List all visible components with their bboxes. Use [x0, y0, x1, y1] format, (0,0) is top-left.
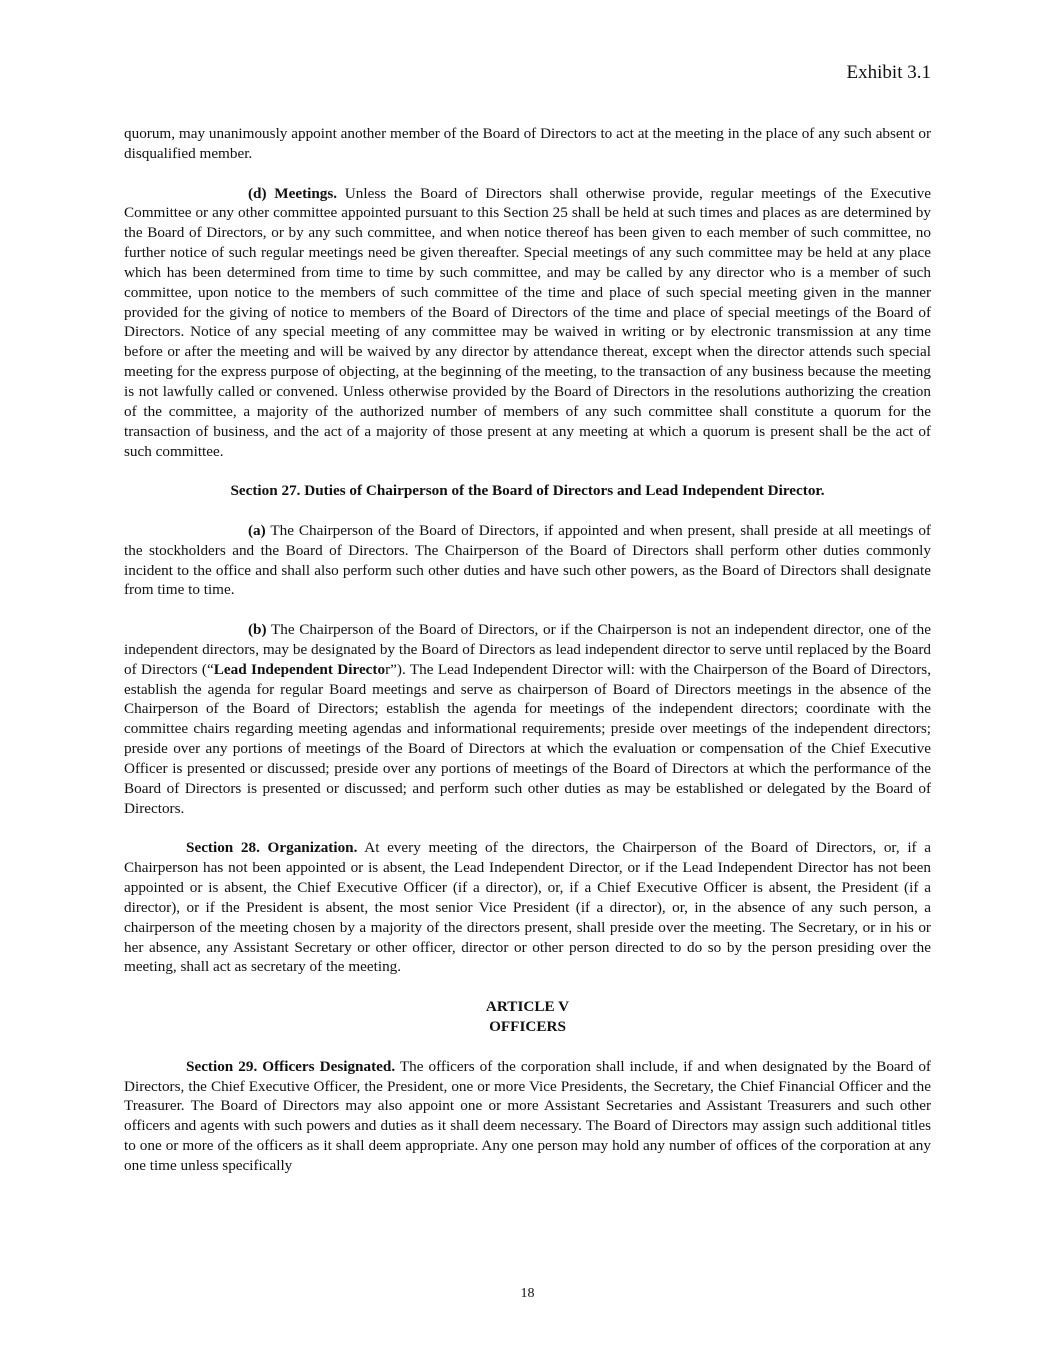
section-28-text: At every meeting of the directors, the Chairperson of the Board of Directors, or, if a Chairperson has not been appointed or is absent, the Lead Independent Director, or if the Lead Independent Director has not been appointed or is absent, the Chief Executive Officer (if a director), or, if a Chief Executive Officer is absent, the President (if a director), or if the President is absent, the most senior Vice President (if a director), or, in the absence of any such person, a chairperson of the meeting chosen by a majority of the directors present, shall preside over the meeting. The Secretary, or in his or her absence, any Assistant Secretary or other officer, director or other person directed to do so by the person presiding over the meeting, shall act as secretary of the meeting. [124, 839, 931, 976]
clause-b-label: (b) [248, 621, 267, 639]
section-29-text: The officers of the corporation shall include, if and when designated by the Board of Directors, the Chief Executive Officer, the President, one or more Vice Presidents, the Secretary, the Chief Financial Officer and the Treasurer. The Board of Directors may also appoint one or more Assistant Secretaries and Assistant Treasurers and such other officers and agents with such powers and duties as it shall deem necessary. The Board of Directors may assign such additional titles to one or more of the officers as it shall deem appropriate. Any one person may hold any number of offices of the corporation at any one time unless specifically [124, 1057, 931, 1174]
paragraph-quorum-continuation: quorum, may unanimously appoint another member of the Board of Directors to act at the meeting in the place of any such absent or disqualified member. [124, 125, 931, 162]
paragraph-meetings [124, 184, 931, 462]
paragraph-section-29 [124, 1057, 931, 1176]
section-28-label: Section 28. Organization. [186, 839, 358, 857]
page-number: 18 [520, 1286, 535, 1301]
document-body [124, 124, 931, 1196]
clause-b-text-2: ”). The Lead Independent Director will: with the Chairperson of the Board of Directors, establish the agenda for regular Board meetings and serve as chairperson of Board of Directors meetings in the absence of the Chairperson of the Board of Directors; establish the agenda for meetings of the independent directors; coordinate with the committee chairs regarding meeting agendas and informational requirements; preside over meetings of the independent directors; preside over any portions of meetings of the Board of Directors at which the evaluation or compensation of the Chief Executive Officer is presented or discussed; preside over any portions of meetings of the Board of Directors at which the performance of the Board of Directors is presented or discussed; and perform such other duties as may be established or delegated by the Board of Directors. [124, 660, 931, 817]
defined-term: Lead Independent Directo [213, 660, 386, 678]
clause-a-label: (a) [248, 521, 266, 539]
paragraph-27b [124, 620, 931, 818]
article-number: ARTICLE V [485, 998, 570, 1016]
exhibit-label: Exhibit 3.1 [846, 62, 931, 83]
section-27-heading: Section 27. Duties of Chairperson of the Board of Directors and Lead Independent Director. [230, 482, 825, 500]
defined-term-end: r [385, 660, 391, 678]
clause-a-text: The Chairperson of the Board of Directors, if appointed and when present, shall preside at all meetings of the stockholders and the Board of Directors. The Chairperson of the Board of Directors shall perform other duties commonly incident to the office and shall also perform such other duties and have such other powers, as the Board of Directors shall designate from time to time. [124, 521, 931, 599]
paragraph-27a [124, 521, 931, 600]
paragraph-section-28 [124, 838, 931, 977]
article-heading [124, 997, 931, 1037]
clause-b-text-1: The Chairperson of the Board of Directors, or if the Chairperson is not an independent director, one of the independent directors, may be designated by the Board of Directors as lead independent director to serve until replaced by the Board of Directors (“ [124, 621, 931, 678]
meetings-text: Unless the Board of Directors shall otherwise provide, regular meetings of the Executive Committee or any other committee appointed pursuant to this Section 25 shall be held at such times and places as are determined by the Board of Directors, or by any such committee, and when notice thereof has been given to each member of such committee, no further notice of such regular meetings need be given thereafter. Special meetings of any such committee may be held at any place which has been determined from time to time by such committee, and may be called by any director who is a member of such committee, upon notice to the members of such committee of the time and place of such special meeting given in the manner provided for the giving of notice to members of the Board of Directors of the time and place of special meetings of the Board of Directors. Notice of any special meeting of any committee may be waived in writing or by electronic transmission at any time before or after the meeting and will be waived by any director by attendance thereat, except when the director attends such special meeting for the express purpose of objecting, at the beginning of the meeting, to the transaction of any business because the meeting is not lawfully called or convened. Unless otherwise provided by the Board of Directors in the resolutions authorizing the creation of the committee, a majority of the authorized number of members of any such committee shall constitute a quorum for the transaction of business, and the act of a majority of those present at any meeting at which a quorum is present shall be the act of such committee. [124, 184, 932, 460]
article-title: OFFICERS [489, 1017, 566, 1035]
meetings-label: (d) Meetings. [248, 184, 338, 202]
section-29-label: Section 29. Officers Designated. [186, 1057, 396, 1075]
